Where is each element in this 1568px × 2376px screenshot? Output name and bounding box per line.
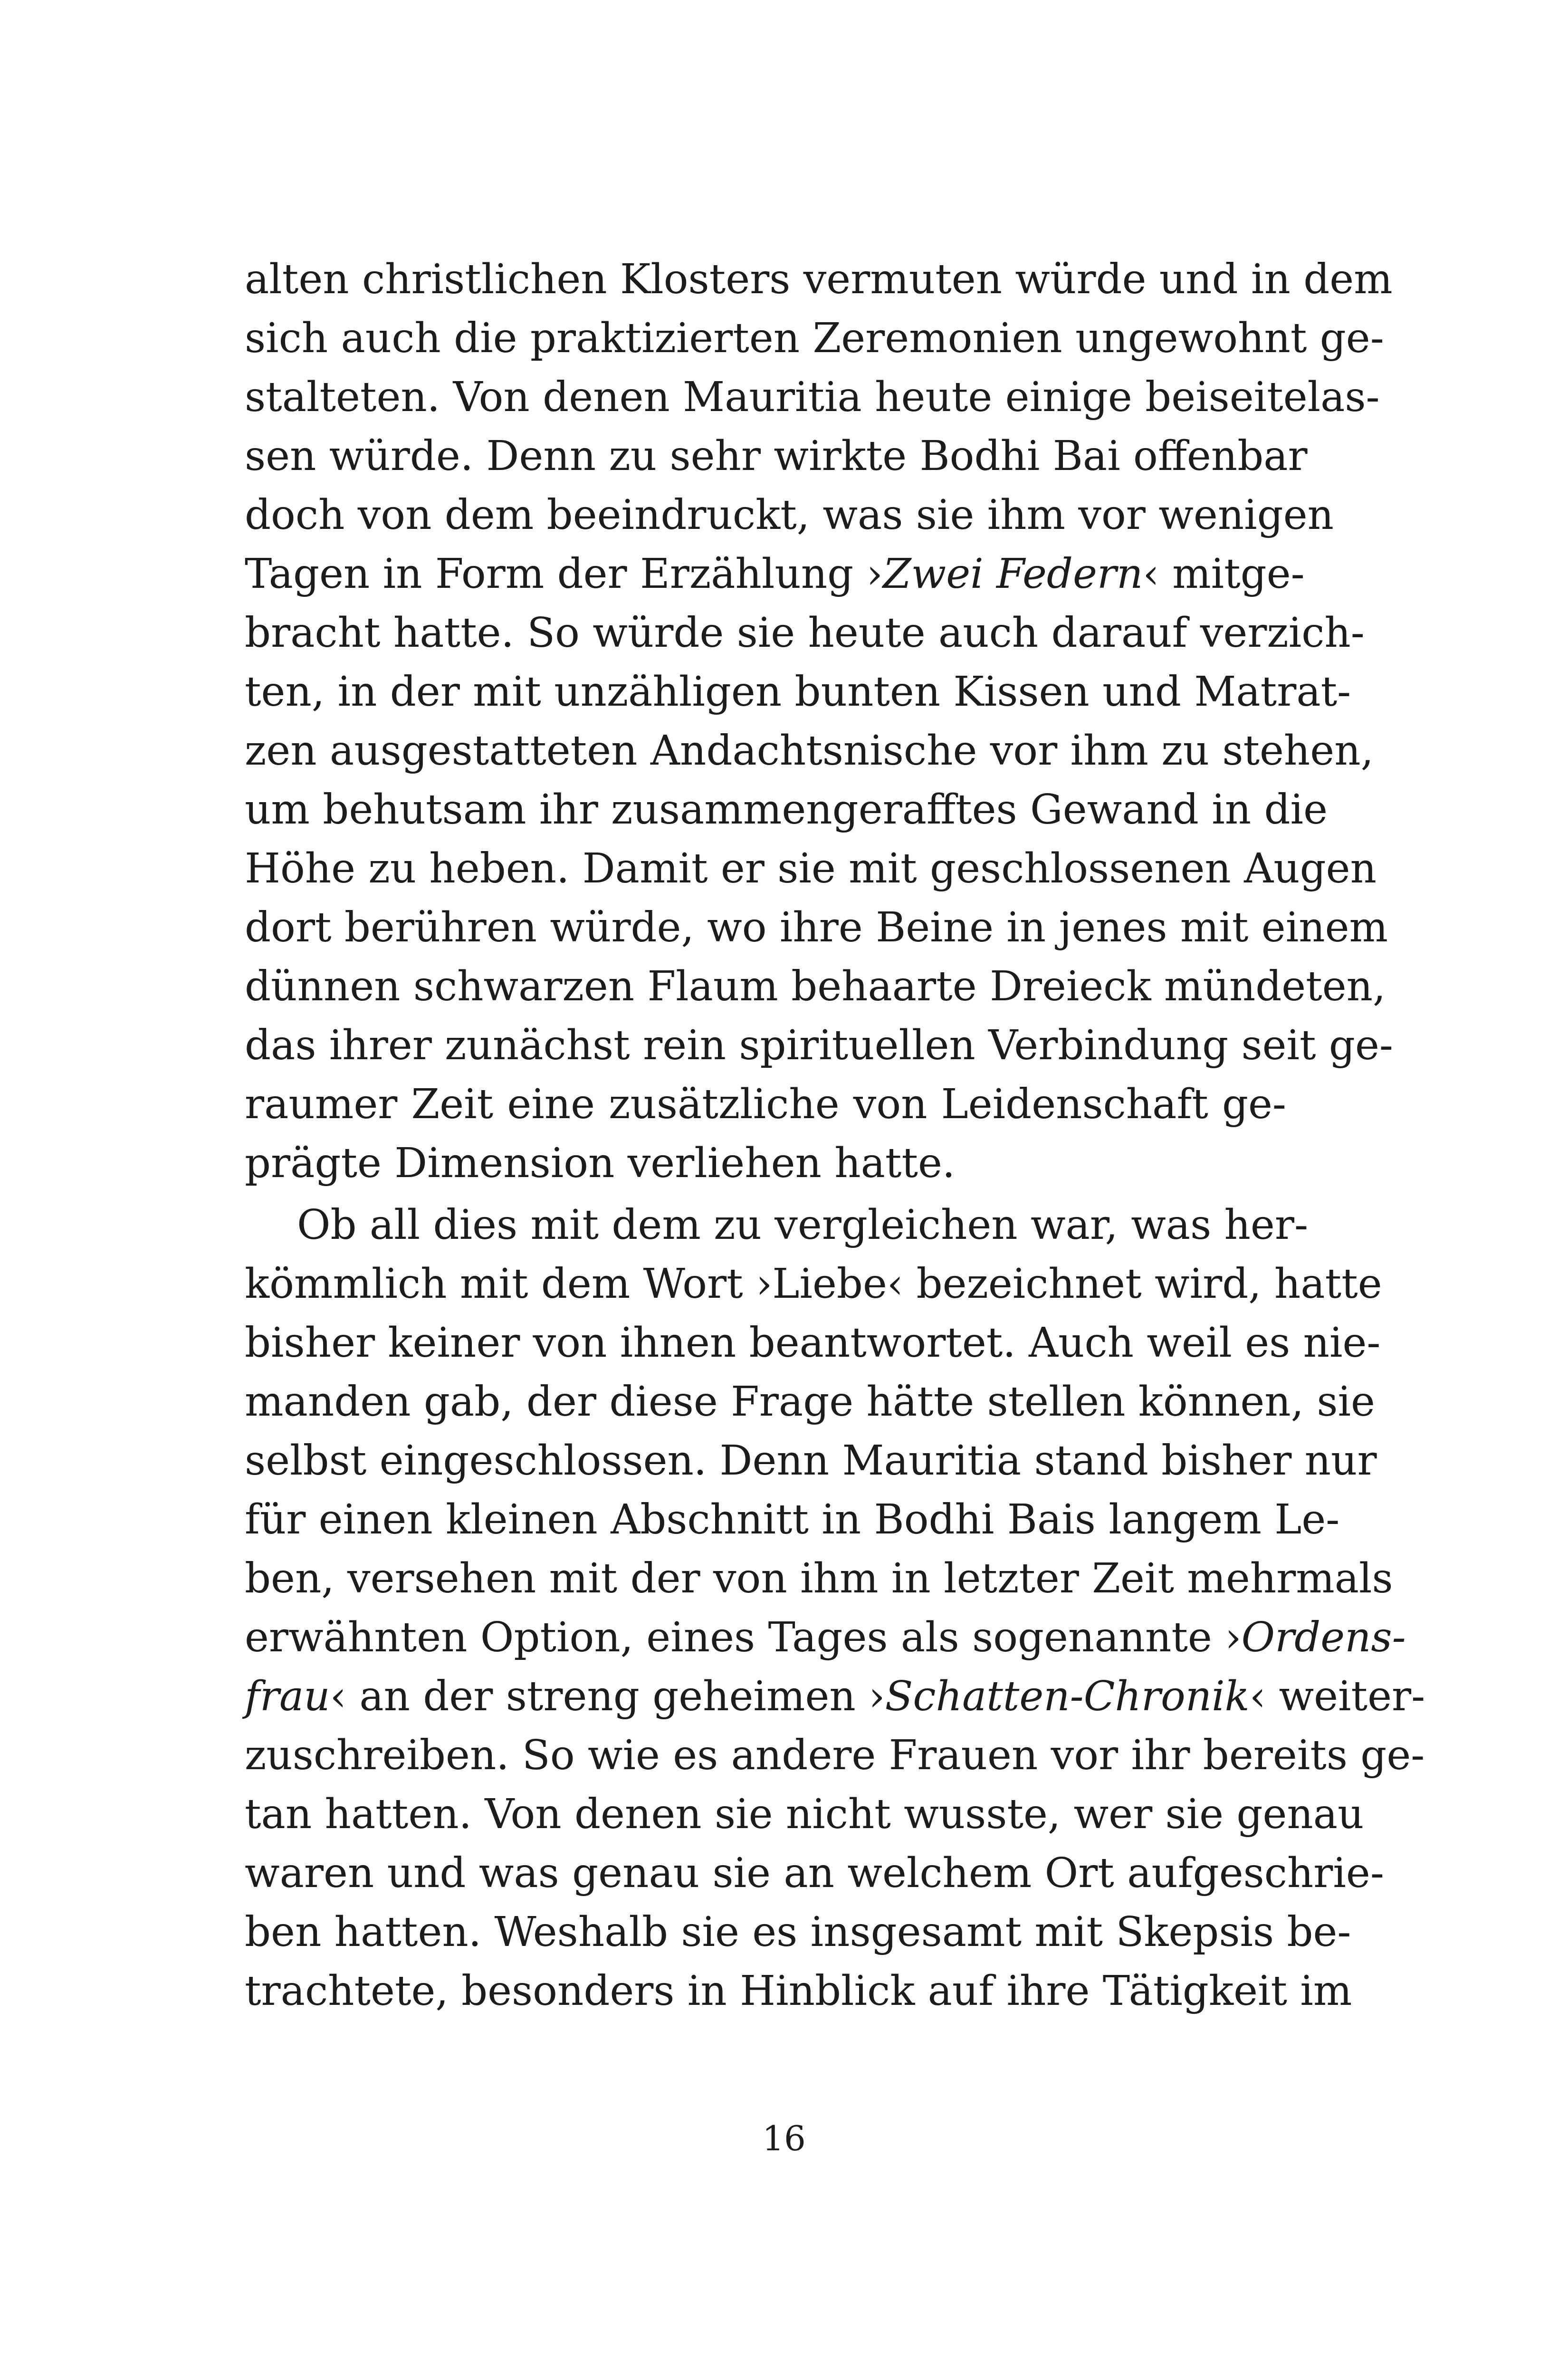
text-line: ben hatten. Weshalb sie es insgesamt mit Skepsis be- xyxy=(245,1908,1351,1956)
text-line: bracht hatte. So würde sie heute auch darauf verzich- xyxy=(245,609,1365,657)
text-line: zuschreiben. So wie es andere Frauen vor ihr bereits ge- xyxy=(245,1732,1425,1779)
text-segment: Tagen in Form der Erzählung › xyxy=(245,550,883,598)
text-line: bisher keiner von ihnen beantwortet. Auch weil es nie- xyxy=(245,1319,1381,1367)
text-line: prägte Dimension verliehen hatte. xyxy=(245,1140,956,1187)
text-line: sich auch die praktizierten Zeremonien ungewohnt ge- xyxy=(245,315,1384,362)
text-line: tan hatten. Von denen sie nicht wusste, wer sie genau xyxy=(245,1791,1364,1838)
text-line: trachtete, besonders in Hinblick auf ihre Tätigkeit im xyxy=(245,1967,1352,2015)
text-line xyxy=(245,1608,1406,1667)
text-line: Höhe zu heben. Damit er sie mit geschlossenen Augen xyxy=(245,845,1377,892)
text-line xyxy=(245,545,1305,604)
text-line: stalteten. Von denen Mauritia heute einige beiseitelas- xyxy=(245,374,1380,421)
text-line: alten christlichen Klosters vermuten würde und in dem xyxy=(245,256,1393,303)
italic-term-ordensfrau: Ordens- xyxy=(1241,1614,1406,1661)
paragraph-1 xyxy=(245,250,1393,1193)
text-line: kömmlich mit dem Wort ›Liebe‹ bezeichnet wird, hatte xyxy=(245,1260,1382,1308)
text-segment: ‹ mitge- xyxy=(1143,550,1305,598)
text-line: raumer Zeit eine zusätzliche von Leidenschaft ge- xyxy=(245,1081,1286,1128)
body-text xyxy=(245,250,1425,2021)
text-line xyxy=(245,1667,1425,1726)
italic-title-schatten-chronik: Schatten-Chronik xyxy=(885,1673,1250,1720)
text-segment: ‹ weiter- xyxy=(1249,1673,1425,1720)
page-number: 16 xyxy=(762,2118,806,2158)
text-segment: erwähnten Option, eines Tages als sogenannte › xyxy=(245,1614,1242,1661)
text-line: Ob all dies mit dem zu vergleichen war, was her- xyxy=(297,1201,1308,1249)
italic-term-ordensfrau-cont: frau xyxy=(245,1673,330,1720)
text-line: ben, versehen mit der von ihm in letzter Zeit mehrmals xyxy=(245,1555,1393,1602)
paragraph-2 xyxy=(245,1196,1425,2021)
text-line: manden gab, der diese Frage hätte stellen können, sie xyxy=(245,1378,1375,1426)
text-line: sen würde. Denn zu sehr wirkte Bodhi Bai offenbar xyxy=(245,432,1308,480)
italic-title-zwei-federn: Zwei Federn xyxy=(882,550,1143,598)
text-line: doch von dem beeindruckt, was sie ihm vor wenigen xyxy=(245,491,1334,539)
text-line: dort berühren würde, wo ihre Beine in jenes mit einem xyxy=(245,904,1388,951)
text-line: für einen kleinen Abschnitt in Bodhi Bais langem Le- xyxy=(245,1496,1340,1543)
text-segment: ‹ an der streng geheimen › xyxy=(330,1673,885,1720)
text-line: dünnen schwarzen Flaum behaarte Dreieck mündeten, xyxy=(245,963,1386,1010)
text-line: selbst eingeschlossen. Denn Mauritia stand bisher nur xyxy=(245,1437,1377,1485)
text-line: zen ausgestatteten Andachtsnische vor ihm zu stehen, xyxy=(245,727,1374,775)
text-line: ten, in der mit unzähligen bunten Kissen und Matrat- xyxy=(245,668,1351,716)
text-line: waren und was genau sie an welchem Ort aufgeschrie- xyxy=(245,1849,1384,1897)
text-line: um behutsam ihr zusammengerafftes Gewand in die xyxy=(245,786,1328,834)
text-line: das ihrer zunächst rein spirituellen Verbindung seit ge- xyxy=(245,1022,1393,1069)
